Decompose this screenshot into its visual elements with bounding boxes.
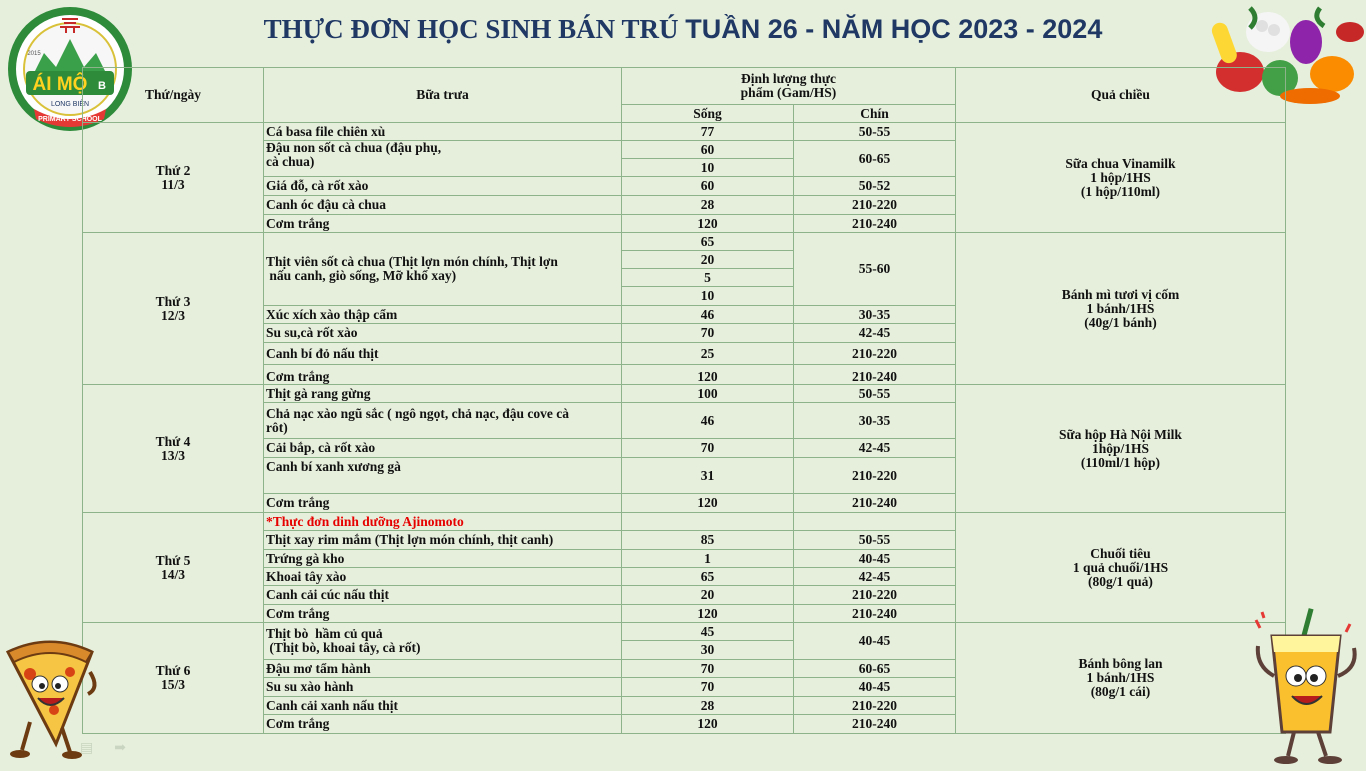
cooked-qty: 210-240 bbox=[794, 215, 956, 233]
day-cell-tue bbox=[83, 233, 264, 385]
raw-qty: 77 bbox=[622, 123, 794, 141]
header-quantity-line1: Định lượng thực bbox=[741, 71, 836, 86]
cooked-qty: 42-45 bbox=[794, 324, 956, 343]
table-row bbox=[83, 385, 1286, 403]
raw-qty: 65 bbox=[622, 568, 794, 586]
raw-qty: 120 bbox=[622, 365, 794, 385]
raw-qty: 70 bbox=[622, 439, 794, 458]
menu-note: *Thực đơn dinh dưỡng Ajinomoto bbox=[264, 513, 622, 531]
dish-name: Cơm trắng bbox=[264, 365, 622, 385]
table-header-row bbox=[83, 68, 1286, 105]
raw-qty-empty bbox=[622, 513, 794, 531]
dish-name: Su su xào hành bbox=[264, 678, 622, 697]
day-name: Thứ 5 bbox=[155, 552, 191, 568]
day-date: 12/3 bbox=[160, 307, 185, 323]
cooked-qty: 210-240 bbox=[794, 605, 956, 623]
dish-name: Cơm trắng bbox=[264, 494, 622, 513]
header-raw: Sống bbox=[622, 105, 794, 123]
raw-qty: 46 bbox=[622, 403, 794, 439]
header-lunch: Bữa trưa bbox=[264, 68, 622, 123]
day-name: Thứ 2 bbox=[155, 162, 191, 178]
cooked-qty: 210-220 bbox=[794, 458, 956, 494]
dish-name: Canh bí đỏ nấu thịt bbox=[264, 343, 622, 365]
dish-name: Canh óc đậu cà chua bbox=[264, 196, 622, 215]
raw-qty: 60 bbox=[622, 141, 794, 159]
snack-line: Bánh bông lan bbox=[1078, 656, 1163, 671]
dish-name: Cá basa file chiên xù bbox=[264, 123, 622, 141]
snack-line: 1 bánh/1HS bbox=[1086, 670, 1155, 685]
dish-name: Cơm trắng bbox=[264, 215, 622, 233]
cooked-qty: 210-240 bbox=[794, 715, 956, 734]
raw-qty: 100 bbox=[622, 385, 794, 403]
juice-mascot-icon bbox=[1246, 606, 1366, 766]
raw-qty: 85 bbox=[622, 531, 794, 550]
cooked-qty: 30-35 bbox=[794, 306, 956, 324]
snack-line: (80g/1 cái) bbox=[1090, 684, 1151, 699]
dish-name: Su su,cà rốt xào bbox=[264, 324, 622, 343]
cooked-qty: 50-55 bbox=[794, 531, 956, 550]
day-name: Thứ 4 bbox=[155, 433, 191, 449]
day-cell-mon bbox=[83, 123, 264, 233]
raw-qty: 120 bbox=[622, 715, 794, 734]
dish-name: Canh cải xanh nấu thịt bbox=[264, 697, 622, 715]
raw-qty: 60 bbox=[622, 177, 794, 196]
dish-name: Canh bí xanh xương gà bbox=[264, 458, 622, 494]
cooked-qty: 210-220 bbox=[794, 196, 956, 215]
cooked-qty: 210-240 bbox=[794, 494, 956, 513]
cooked-qty: 60-65 bbox=[794, 660, 956, 678]
logo-name: ÁI MỘ bbox=[32, 74, 88, 95]
snack-line: 1 quả chuối/1HS bbox=[1072, 559, 1169, 575]
raw-qty: 45 bbox=[622, 623, 794, 641]
raw-qty: 31 bbox=[622, 458, 794, 494]
snack-line: 1 bánh/1HS bbox=[1086, 300, 1155, 316]
dish-line: Đậu non sốt cà chua (đậu phụ, bbox=[266, 140, 442, 155]
day-date: 13/3 bbox=[160, 447, 185, 463]
dish-name: Cải bắp, cà rốt xào bbox=[264, 439, 622, 458]
raw-qty: 10 bbox=[622, 159, 794, 177]
raw-qty: 46 bbox=[622, 306, 794, 324]
dish-name: Giá đỗ, cà rốt xào bbox=[264, 177, 622, 196]
table-row bbox=[83, 123, 1286, 141]
raw-qty: 70 bbox=[622, 678, 794, 697]
raw-qty: 120 bbox=[622, 215, 794, 233]
dish-name: Khoai tây xào bbox=[264, 568, 622, 586]
dish-line: Thịt bò hầm củ quả bbox=[266, 626, 383, 641]
snack-cell-wed bbox=[956, 385, 1286, 513]
day-date: 15/3 bbox=[160, 677, 185, 692]
raw-qty: 120 bbox=[622, 494, 794, 513]
dish-line: Chả nạc xào ngũ sắc ( ngô ngọt, chả nạc, đậu cove cà bbox=[266, 405, 570, 421]
dish-line: Thịt viên sốt cà chua (Thịt lợn món chính, Thịt lợn bbox=[266, 254, 558, 269]
snack-cell-tue bbox=[956, 233, 1286, 385]
cooked-qty: 42-45 bbox=[794, 568, 956, 586]
slide-next-icon[interactable]: ➡ bbox=[114, 741, 126, 756]
snack-line: Sữa hộp Hà Nội Milk bbox=[1059, 426, 1182, 442]
logo-suffix: B bbox=[98, 80, 106, 92]
raw-qty: 70 bbox=[622, 324, 794, 343]
snack-cell-mon bbox=[956, 123, 1286, 233]
cooked-qty: 50-55 bbox=[794, 123, 956, 141]
cooked-qty: 42-45 bbox=[794, 439, 956, 458]
cooked-qty: 210-220 bbox=[794, 586, 956, 605]
logo-school: PRIMARY SCHOOL bbox=[38, 116, 102, 123]
cooked-qty: 40-45 bbox=[794, 550, 956, 568]
dish-name: Trứng gà kho bbox=[264, 550, 622, 568]
snack-line: (40g/1 bánh) bbox=[1084, 314, 1157, 330]
slide-menu-icon[interactable]: ▤ bbox=[80, 741, 94, 756]
header-cooked: Chín bbox=[794, 105, 956, 123]
cooked-qty: 55-60 bbox=[794, 233, 956, 306]
cooked-qty: 210-220 bbox=[794, 343, 956, 365]
dish-name: Thịt gà rang gừng bbox=[264, 385, 622, 403]
snack-line: Chuối tiêu bbox=[1090, 545, 1151, 561]
logo-district: LONG BIÊN bbox=[50, 101, 90, 108]
header-quantity bbox=[622, 68, 956, 105]
dish-line: nấu canh, giò sống, Mỡ khổ xay) bbox=[266, 268, 457, 283]
raw-qty: 5 bbox=[622, 269, 794, 287]
raw-qty: 1 bbox=[622, 550, 794, 568]
cooked-qty: 210-220 bbox=[794, 697, 956, 715]
snack-cell-fri bbox=[956, 623, 1286, 734]
cooked-qty: 210-240 bbox=[794, 365, 956, 385]
day-name: Thứ 3 bbox=[155, 293, 191, 309]
day-cell-fri bbox=[83, 623, 264, 734]
cooked-qty: 50-52 bbox=[794, 177, 956, 196]
dish-line: (Thịt bò, khoai tây, cà rốt) bbox=[266, 640, 421, 655]
dish-name bbox=[264, 623, 622, 660]
page-title bbox=[0, 14, 1366, 45]
raw-qty: 20 bbox=[622, 586, 794, 605]
raw-qty: 28 bbox=[622, 196, 794, 215]
cooked-qty: 60-65 bbox=[794, 141, 956, 177]
dish-name: Đậu mơ tẩm hành bbox=[264, 660, 622, 678]
dish-name bbox=[264, 403, 622, 439]
menu-table bbox=[82, 67, 1286, 734]
day-date: 14/3 bbox=[160, 566, 185, 582]
raw-qty: 65 bbox=[622, 233, 794, 251]
cooked-qty: 40-45 bbox=[794, 623, 956, 660]
dish-line: rôt) bbox=[266, 419, 288, 435]
snack-line: Sữa chua Vinamilk bbox=[1065, 155, 1176, 171]
dish-line: cà chua) bbox=[266, 154, 315, 169]
raw-qty: 30 bbox=[622, 641, 794, 660]
raw-qty: 10 bbox=[622, 287, 794, 306]
dish-name bbox=[264, 141, 622, 177]
snack-line: (1 hộp/110ml) bbox=[1080, 183, 1161, 199]
title-part1: THỰC ĐƠN HỌC SINH BÁN TRÚ bbox=[263, 14, 679, 44]
title-part2: TUẦN 26 - NĂM HỌC 2023 - 2024 bbox=[685, 14, 1103, 44]
header-snack: Quả chiều bbox=[956, 68, 1286, 123]
logo-year: 2015 bbox=[27, 51, 41, 57]
day-name: Thứ 6 bbox=[155, 663, 191, 678]
header-day: Thứ/ngày bbox=[83, 68, 264, 123]
cooked-qty: 40-45 bbox=[794, 678, 956, 697]
cooked-qty-empty bbox=[794, 513, 956, 531]
day-date: 11/3 bbox=[161, 176, 185, 192]
slide-nav bbox=[80, 740, 126, 757]
raw-qty: 25 bbox=[622, 343, 794, 365]
raw-qty: 70 bbox=[622, 660, 794, 678]
snack-line: (110ml/1 hộp) bbox=[1080, 454, 1161, 470]
raw-qty: 28 bbox=[622, 697, 794, 715]
day-cell-thu bbox=[83, 513, 264, 623]
dish-name: Xúc xích xào thập cẩm bbox=[264, 306, 622, 324]
dish-name: Thịt xay rim mắm (Thịt lợn món chính, thịt canh) bbox=[264, 531, 622, 550]
snack-line: 1 hộp/1HS bbox=[1090, 169, 1151, 185]
snack-line: 1hộp/1HS bbox=[1091, 440, 1150, 456]
table-row bbox=[83, 233, 1286, 251]
dish-name: Cơm trắng bbox=[264, 715, 622, 734]
table-row bbox=[83, 513, 1286, 531]
dish-name: Canh cải cúc nấu thịt bbox=[264, 586, 622, 605]
day-cell-wed bbox=[83, 385, 264, 513]
raw-qty: 20 bbox=[622, 251, 794, 269]
cooked-qty: 30-35 bbox=[794, 403, 956, 439]
snack-cell-thu bbox=[956, 513, 1286, 623]
header-quantity-line2: phẩm (Gam/HS) bbox=[740, 85, 837, 100]
table-row bbox=[83, 623, 1286, 641]
dish-name: Cơm trắng bbox=[264, 605, 622, 623]
cooked-qty: 50-55 bbox=[794, 385, 956, 403]
snack-line: Bánh mì tươi vị cốm bbox=[1061, 286, 1180, 302]
raw-qty: 120 bbox=[622, 605, 794, 623]
dish-name bbox=[264, 233, 622, 306]
snack-line: (80g/1 quả) bbox=[1088, 573, 1153, 589]
